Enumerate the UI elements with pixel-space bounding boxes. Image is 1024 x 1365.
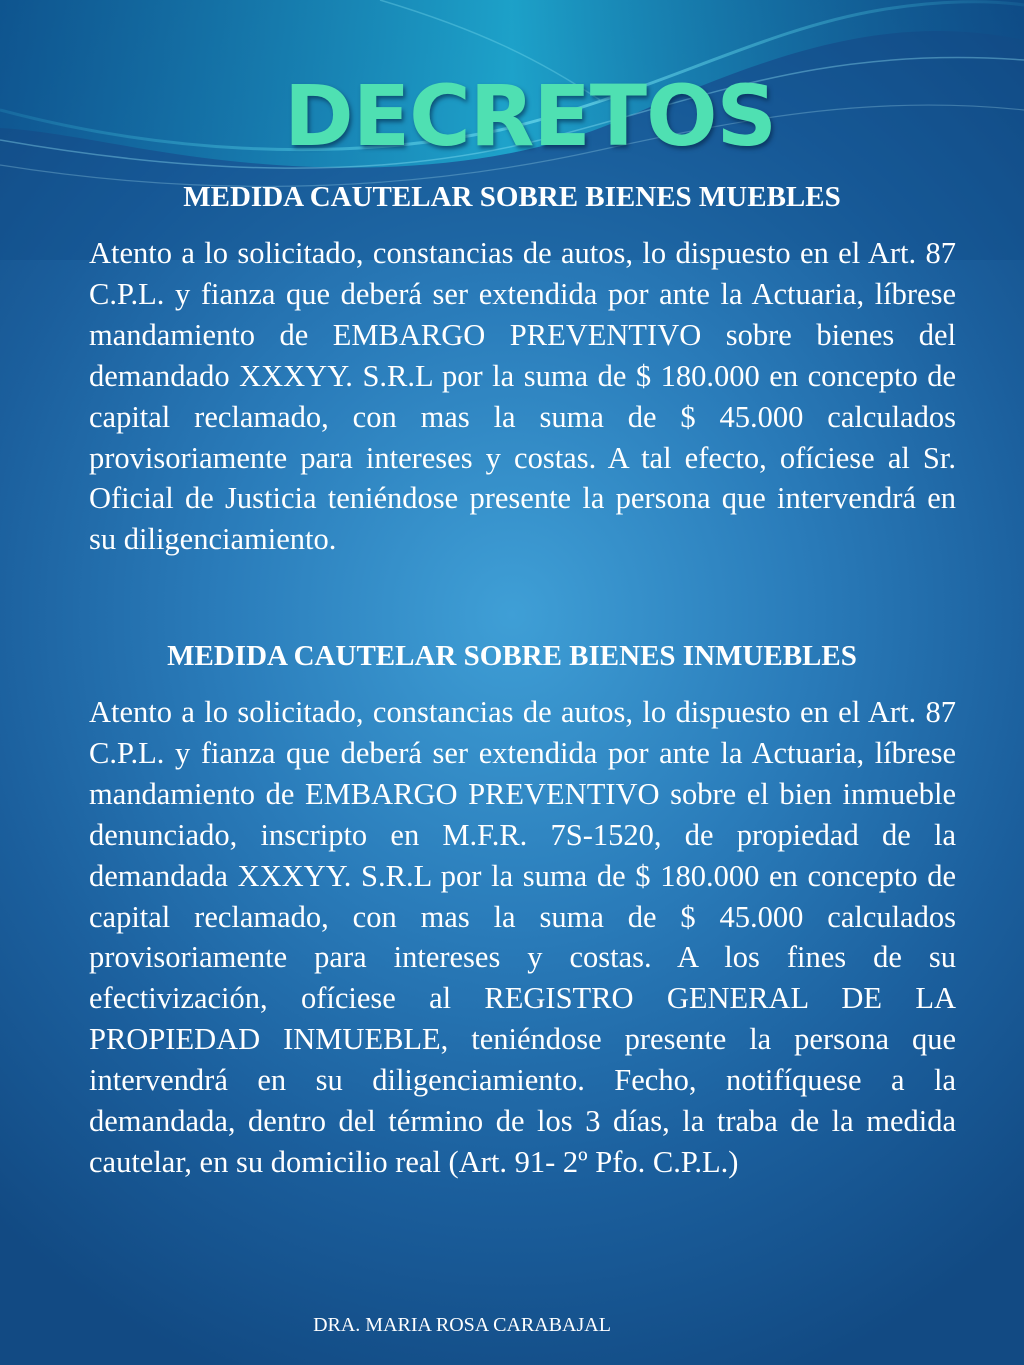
page-title: DECRETOS	[283, 67, 777, 165]
section-body-inmuebles: Atento a lo solicitado, constancias de autos, lo dispuesto en el Art. 87 C.P.L. y fianza que deberá ser extendida por ante la Actuaria, líbrese mandamiento de EMBARGO PREVENTIVO sobre el bien inmueble denunciado, inscripto en M.F.R. 7S-1520, de propiedad de la demandada XXXYY. S.R.L por la suma de $ 180.000 en concepto de capital reclamado, con mas la suma de $ 45.000 calculados provisoriamente para intereses y costas. A los fines de su efectivización, ofíciese al REGISTRO GENERAL DE LA PROPIEDAD INMUEBLE, teniéndose presente la persona que intervendrá en su diligenciamiento. Fecho, notifíquese a la demandada, dentro del término de los 3 días, la traba de la medida cautelar, en su domicilio real (Art. 91- 2º Pfo. C.P.L.)	[89, 695, 956, 1179]
section-heading-inmuebles: MEDIDA CAUTELAR SOBRE BIENES INMUEBLES	[167, 640, 857, 672]
section-body-muebles: Atento a lo solicitado, constancias de autos, lo dispuesto en el Art. 87 C.P.L. y fianza que deberá ser extendida por ante la Actuaria, líbrese mandamiento de EMBARGO PREVENTIVO sobre bienes del demandado XXXYY. S.R.L por la suma de $ 180.000 en concepto de capital reclamado, con mas la suma de $ 45.000 calculados provisoriamente para intereses y costas. A tal efecto, ofíciese al Sr. Oficial de Justicia teniéndose presente la persona que intervendrá en su diligenciamiento.	[89, 236, 956, 557]
section-heading-muebles: MEDIDA CAUTELAR SOBRE BIENES MUEBLES	[183, 181, 841, 213]
footer-author: DRA. MARIA ROSA CARABAJAL	[313, 1314, 611, 1336]
